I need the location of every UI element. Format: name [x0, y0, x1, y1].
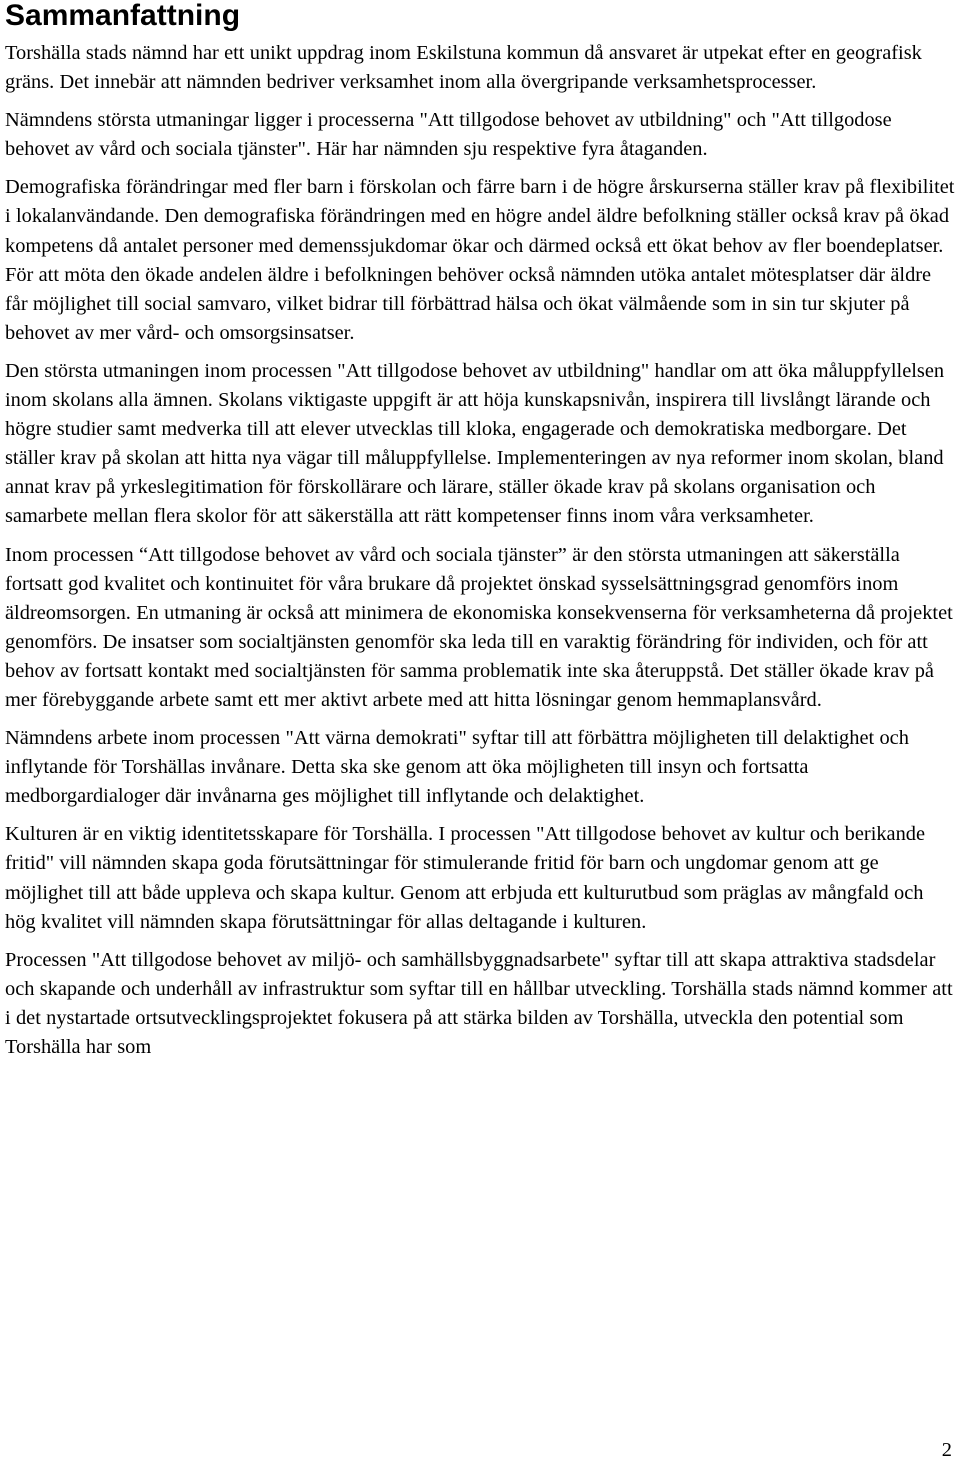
paragraph-2: Nämndens största utmaningar ligger i processerna "Att tillgodose behovet av utbildning" och "Att tillgodose behovet av vård och sociala tjänster". Här har nämnden sju respektive fyra åtaganden. — [5, 109, 892, 161]
body-text — [5, 39, 956, 1062]
paragraph-7: Kulturen är en viktig identitetsskapare för Torshälla. I processen "Att tillgodose behovet av kultur och berikande fritid" vill nämnden skapa goda förutsättningar för stimulerande fritid för barn och ungdomar genom att ge möjlighet till att både uppleva och skapa kultur. Genom att erbjuda ett kulturutbud som präglas av mångfald och hög kvalitet vill nämnden skapa förutsättningar för allas deltagande i kulturen. — [5, 823, 926, 933]
paragraph-6: Nämndens arbete inom processen "Att värna demokrati" syftar till att förbättra möjligheten till delaktighet och inflytande för Torshällas invånare. Detta ska ske genom att öka möjligheten till insyn och fortsatta medborgardialoger där invånarna ges möjlighet till inflytande och delaktighet. — [5, 727, 909, 808]
paragraph-4: Den största utmaningen inom processen "Att tillgodose behovet av utbildning" handlar om att öka måluppfyllelsen inom skolans alla ämnen. Skolans viktigaste uppgift är att höja kunskapsnivån, inspirera till livslångt lärande och högre studier samt medverka till att elever utvecklas till kloka, engagerade och demokratiska medborgare. Det ställer krav på skolan att hitta nya vägar till måluppfyllelse. Implementeringen av nya reformer inom skolan, bland annat krav på yrkeslegitimation för förskollärare och lärare, ställer ökade krav på skolans organisation och samarbete mellan flera skolor för att säkerställa att rätt kompetenser finns inom våra verksamheter. — [5, 359, 945, 528]
paragraph-1: Torshälla stads nämnd har ett unikt uppdrag inom Eskilstuna kommun då ansvaret är utpekat efter en geografisk gräns. Det innebär att nämnden bedriver verksamhet inom alla övergripande verksamhetsprocesser. — [5, 42, 922, 94]
page-number: 2 — [941, 1439, 952, 1461]
page-title: Sammanfattning — [5, 0, 241, 32]
paragraph-8: Processen "Att tillgodose behovet av miljö- och samhällsbyggnadsarbete" syftar till att skapa attraktiva stadsdelar och skapande och underhåll av infrastruktur som syftar till en hållbar utveckling. Torshälla stads nämnd kommer att i det nystartade ortsutvecklingsprojektet fokusera på att stärka bilden av Torshälla, utveckla den potential som Torshälla har som — [5, 948, 953, 1058]
paragraph-3: Demografiska förändringar med fler barn i förskolan och färre barn i de högre årskurserna ställer krav på flexibilitet i lokalanvändande. Den demografiska förändringen med en högre andel äldre befolkning ställer också krav på ökad kompetens då antalet personer med demenssjukdomar ökar och därmed också ett ökat behov av fler boendeplatser. För att möta den ökade andelen äldre i befolkningen behöver också nämnden utöka antalet mötesplatser där äldre får möjlighet till social samvaro, vilket bidrar till förbättrad hälsa och ökat välmående som in sin tur skjuter på behovet av mer vård- och omsorgsinsatser. — [5, 176, 955, 344]
paragraph-5: Inom processen “Att tillgodose behovet av vård och sociala tjänster” är den största utmaningen att säkerställa fortsatt god kvalitet och kontinuitet för våra brukare då projektet önskad sysselsättningsgrad genomförs inom äldreomsorgen. En utmaning är också att minimera de ekonomiska konsekvenserna för verksamheterna då projektet genomförs. De insatser som socialtjänsten genomför ska leda till en varaktig förändring för individen, och för att behov av fortsatt kontakt med socialtjänsten för samma problematik inte ska återuppstå. Det ställer ökade krav på mer förebyggande arbete samt ett mer aktivt arbete med att hitta lösningar genom hemmaplansvård. — [5, 543, 953, 711]
